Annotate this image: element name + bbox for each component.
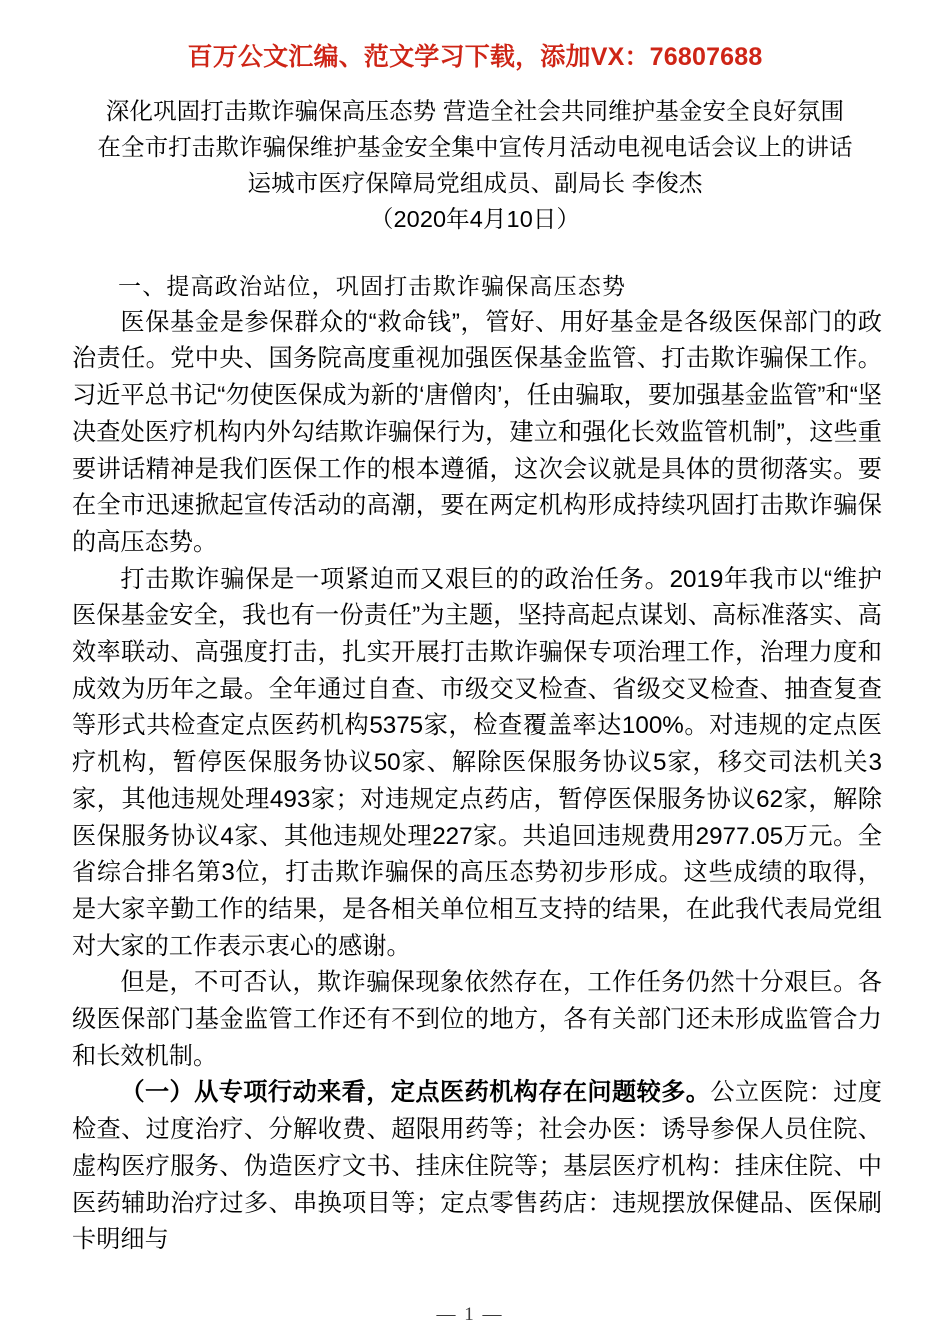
body-paragraph-4 bbox=[72, 1075, 882, 1259]
page-number: — 1 — bbox=[436, 1304, 504, 1325]
document-date-line: （2020年4月10日） bbox=[369, 206, 581, 232]
page-footer bbox=[0, 1304, 950, 1326]
body-paragraph-3: 但是，不可否认，欺诈骗保现象依然存在，工作任务仍然十分艰巨。各级医保部门基金监管工作还有不到位的地方，各有关部门还未形成监管合力和长效机制。 bbox=[72, 969, 882, 1070]
section-heading-1: 一、提高政治站位，巩固打击欺诈骗保高压态势 bbox=[118, 273, 627, 299]
document-title-line-1: 深化巩固打击欺诈骗保高压态势 营造全社会共同维护基金安全良好氛围 bbox=[105, 98, 845, 124]
promo-banner-text: 百万公文汇编、范文学习下载，添加VX：76807688 bbox=[187, 43, 763, 71]
body-paragraph-1: 医保基金是参保群众的“救命钱”，管好、用好基金是各级医保部门的政治责任。党中央、国务院高度重视加强医保基金监管、打击欺诈骗保工作。习近平总书记“勿使医保成为新的‘唐僧肉’，任由骗取，要加强基金监管”和“坚决查处医疗机构内外勾结欺诈骗保行为，建立和强化长效监管机制”，这些重要讲话精神是我们医保工作的根本遵循，这次会议就是具体的贯彻落实。要在全市迅速掀起宣传活动的高潮，要在两定机构形成持续巩固打击欺诈骗保的高压态势。 bbox=[72, 308, 882, 556]
document-title-line-2: 在全市打击欺诈骗保维护基金安全集中宣传月活动电视电话会议上的讲话 bbox=[97, 134, 853, 160]
body-paragraph-2: 打击欺诈骗保是一项紧迫而又艰巨的的政治任务。2019年我市以“维护医保基金安全，我也有一份责任”为主题，坚持高起点谋划、高标准落实、高效率联动、高强度打击，扎实开展打击欺诈骗保专项治理工作，治理力度和成效为历年之最。全年通过自查、市级交叉检查、省级交叉检查、抽查复查等形式共检查定点医药机构5375家，检查覆盖率达100%。对违规的定点医疗机构，暂停医保服务协议50家、解除医保服务协议5家，移交司法机关3家，其他违规处理493家；对违规定点药店，暂停医保服务协议62家，解除医保服务协议4家、其他违规处理227家。共追回违规费用2977.05万元。全省综合排名第3位，打击欺诈骗保的高压态势初步形成。这些成绩的取得，是大家辛勤工作的结果，是各相关单位相互支持的结果，在此我代表局党组对大家的工作表示衷心的感谢。 bbox=[72, 565, 882, 960]
document-body bbox=[72, 268, 882, 1259]
document-author-line: 运城市医疗保障局党组成员、副局长 李俊杰 bbox=[247, 170, 703, 196]
subsection-heading-1-rest: 公立医院：过度检查、过度治疗、分解收费、超限用药等；社会办医：诱导参保人员住院、虚构医疗服务、伪造医疗文书、挂床住院等；基层医疗机构：挂床住院、中医药辅助治疗过多、串换项目等；定点零售药店：违规摆放保健品、医保刷卡明细与 bbox=[72, 1079, 882, 1254]
subsection-heading-1-lead: （一）从专项行动来看，定点医药机构存在问题较多。 bbox=[120, 1079, 711, 1107]
document-title-block bbox=[0, 93, 950, 237]
